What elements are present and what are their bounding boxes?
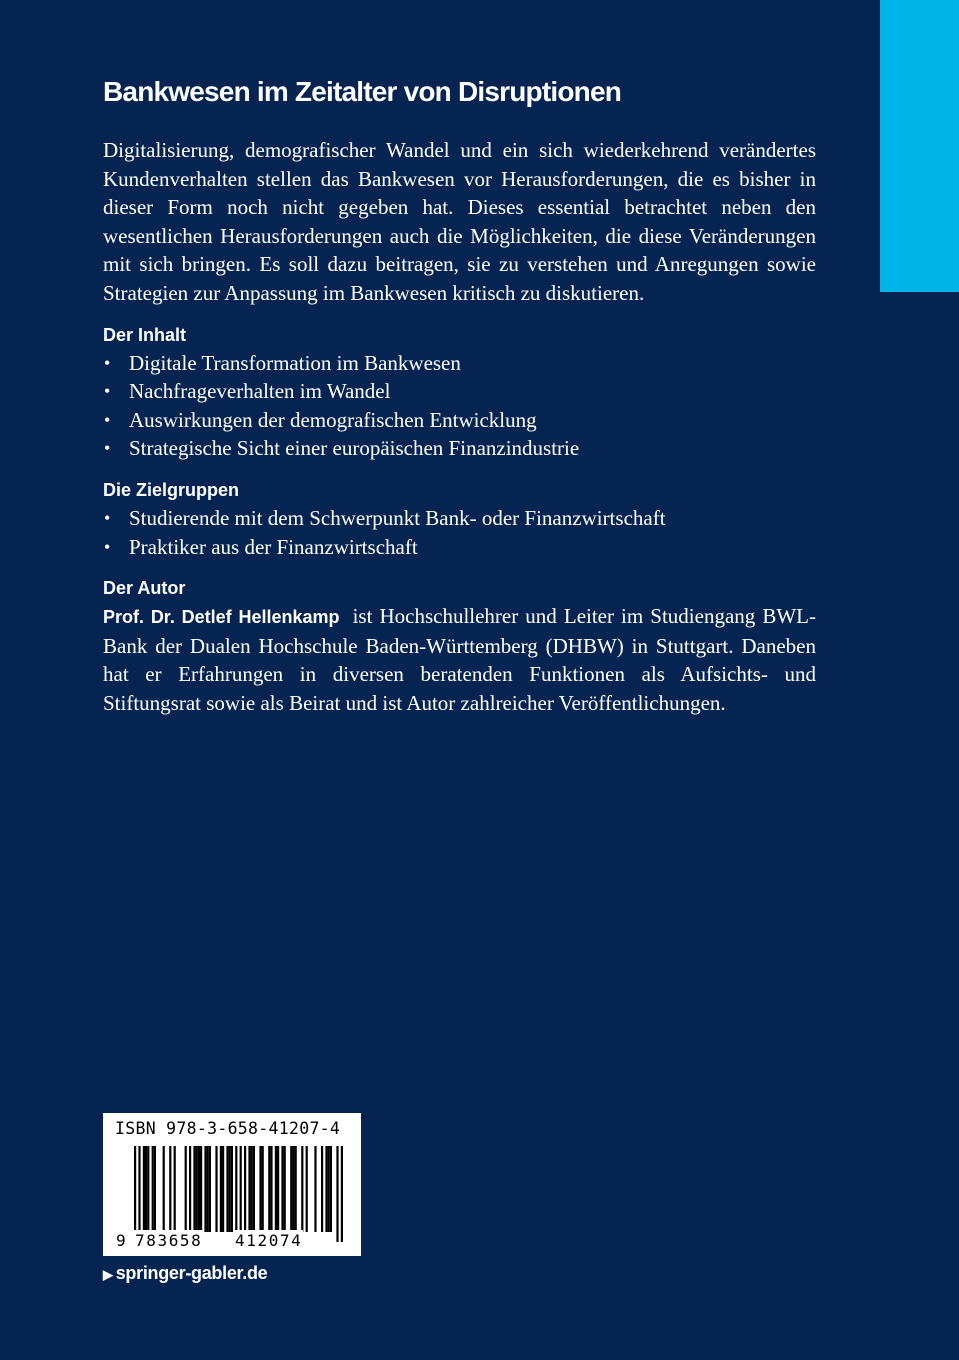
- list-item-text: Auswirkungen der demografischen Entwicklung: [129, 407, 537, 432]
- barcode-bar: [248, 1146, 250, 1232]
- intro-paragraph: Digitalisierung, demografischer Wandel und ein sich wiederkehrend verändertes Kundenverhalten stellen das Bankwesen vor Herausforderungen, die es bisher in dieser Form noch nicht gegeben hat. Dieses essential betrachtet neben den wesentlichen Herausforderungen auch die Möglichkeiten, die diese Veränderungen mit sich bringen. Es soll dazu beitragen, sie zu verstehen und Anregungen sowie Strategien zur Anpassung im Bankwesen kritisch zu diskutieren.: [103, 138, 816, 305]
- barcode-bar: [198, 1146, 200, 1232]
- barcode-bar: [174, 1146, 176, 1232]
- ean-left-digits: 783658: [135, 1231, 203, 1250]
- barcode-bar: [262, 1146, 264, 1232]
- barcode-bar: [163, 1146, 165, 1232]
- list-item-text: Studierende mit dem Schwerpunkt Bank- oder Finanzwirtschaft: [129, 505, 666, 530]
- list-item: [103, 406, 816, 435]
- barcode-bar: [169, 1146, 171, 1232]
- barcode-bar: [215, 1146, 217, 1232]
- bullet-icon: •: [104, 352, 111, 373]
- isbn-label: ISBN 978-3-658-41207-4: [115, 1119, 341, 1138]
- barcode-bar: [275, 1146, 277, 1232]
- barcode-bar: [325, 1146, 327, 1232]
- barcode-bar: [204, 1146, 206, 1232]
- barcode-bar: [143, 1146, 145, 1232]
- barcode-bar: [281, 1146, 283, 1232]
- barcode-bar: [244, 1146, 246, 1232]
- barcode-bar: [226, 1146, 228, 1232]
- barcode-bar: [321, 1146, 323, 1232]
- barcode-bar: [336, 1146, 338, 1242]
- cover-text: [103, 136, 816, 718]
- audience-heading: Die Zielgruppen: [103, 479, 240, 500]
- list-item: [103, 434, 816, 463]
- barcode-bar: [306, 1146, 308, 1232]
- publisher-url: springer-gabler.de: [115, 1263, 268, 1283]
- list-item: [103, 349, 816, 378]
- author-heading: Der Autor: [103, 578, 186, 599]
- barcode-bar: [147, 1146, 149, 1232]
- barcode-bar: [341, 1146, 343, 1242]
- author-paragraph: [103, 602, 816, 717]
- barcode-bar: [222, 1146, 224, 1232]
- audience-list: [103, 504, 816, 561]
- bullet-icon: •: [104, 438, 111, 459]
- barcode-bar: [295, 1146, 297, 1232]
- list-item: [103, 533, 816, 562]
- barcode-bar: [231, 1146, 233, 1232]
- barcode-bar: [251, 1146, 253, 1232]
- barcode-bar: [270, 1146, 272, 1232]
- barcode-bar: [290, 1146, 292, 1232]
- barcode-bar: [284, 1146, 286, 1232]
- barcode-bar: [193, 1146, 195, 1232]
- barcode-bar: [220, 1146, 222, 1232]
- barcode-bar: [154, 1146, 156, 1232]
- list-item-text: Praktiker aus der Finanzwirtschaft: [129, 534, 418, 559]
- barcode-bar: [292, 1146, 294, 1232]
- barcode-bar: [229, 1146, 231, 1232]
- barcode-bar: [330, 1146, 332, 1232]
- barcode-bar: [134, 1146, 136, 1242]
- publisher-link[interactable]: [103, 1262, 267, 1286]
- barcode-bar: [301, 1146, 303, 1232]
- book-title: Bankwesen im Zeitalter von Disruptionen: [103, 76, 622, 107]
- ean-first-digit: 9: [116, 1231, 126, 1250]
- list-item: [103, 504, 816, 533]
- barcode-bar: [277, 1146, 279, 1232]
- barcode-bar: [209, 1146, 211, 1232]
- list-item-text: Nachfrageverhalten im Wandel: [129, 379, 391, 404]
- bullet-icon: •: [104, 507, 111, 528]
- contents-list: [103, 349, 816, 463]
- bullet-icon: •: [104, 409, 111, 430]
- bullet-icon: •: [104, 536, 111, 557]
- barcode-bar: [235, 1146, 237, 1242]
- bullet-icon: •: [104, 381, 111, 402]
- barcode-bar: [196, 1146, 198, 1232]
- list-item: [103, 377, 816, 406]
- author-bio: ist Hochschullehrer und Leiter im Studiengang BWL-Bank der Dualen Hochschule Baden-Württemberg (DHBW) in Stuttgart. Daneben hat er Erfahrungen in diversen beratenden Funktionen als Aufsichts- und Stiftungsrat sowie als Beirat und ist Autor zahlreicher Veröffentlichungen.: [103, 604, 816, 715]
- barcode-bar: [138, 1146, 140, 1242]
- barcode-bar: [145, 1146, 147, 1232]
- barcode-bar: [200, 1146, 202, 1232]
- barcode-bar: [185, 1146, 187, 1232]
- barcode-bar: [253, 1146, 255, 1232]
- barcode-bar: [268, 1146, 270, 1232]
- isbn-barcode: [103, 1113, 361, 1256]
- barcode-bar: [328, 1146, 330, 1232]
- barcode-bar: [152, 1146, 154, 1232]
- ean-right-digits: 412074: [235, 1231, 303, 1250]
- triangle-right-icon: ▶: [103, 1267, 113, 1282]
- barcode-bar: [240, 1146, 242, 1242]
- list-item-text: Digitale Transformation im Bankwesen: [129, 350, 461, 375]
- barcode-bar: [189, 1146, 191, 1232]
- author-name: Prof. Dr. Detlef Hellenkamp: [103, 607, 340, 628]
- accent-bar: [880, 0, 959, 292]
- barcode-bar: [314, 1146, 316, 1232]
- barcode-bar: [259, 1146, 261, 1232]
- list-item-text: Strategische Sicht einer europäischen Finanzindustrie: [129, 436, 580, 461]
- barcode-bar: [207, 1146, 209, 1232]
- contents-heading: Der Inhalt: [103, 324, 187, 345]
